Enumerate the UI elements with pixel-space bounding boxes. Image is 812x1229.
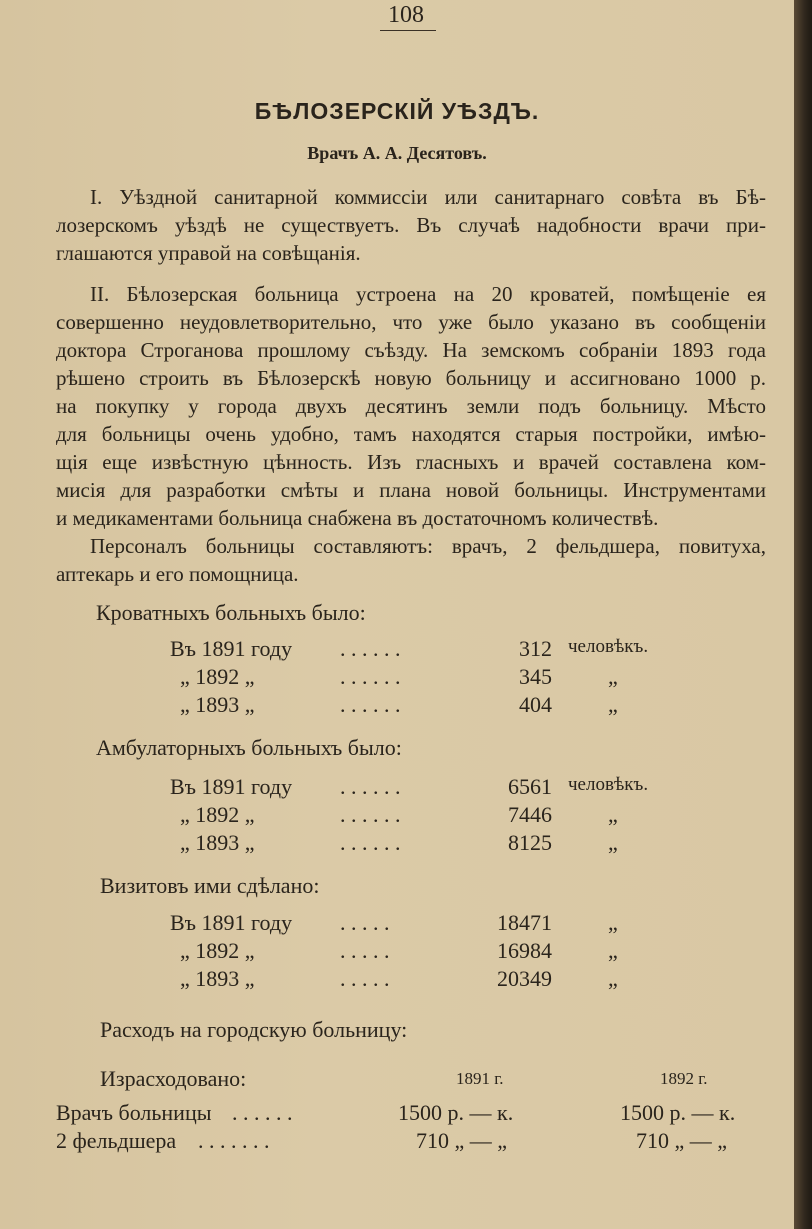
visits-heading: Визитовъ ими сдѣлано: — [100, 873, 320, 898]
out-row-3-label: „ 1893 „ — [180, 830, 255, 855]
expenses-col-1891: 1891 г. — [456, 1069, 504, 1088]
out-row-2-unit: „ — [608, 802, 618, 827]
out-row-1-label: Въ 1891 году — [170, 774, 293, 799]
visit-row-3-value: 20349 — [497, 966, 552, 991]
expense-row-1-1891: 1500 р. — к. — [398, 1100, 514, 1125]
visit-row-3-label: „ 1893 „ — [180, 966, 255, 991]
para1-line-1: I. Уѣздной санитарной коммиссіи или санитарнаго совѣта въ Бѣ- — [90, 185, 766, 209]
bed-row-1-dots: . . . . . . — [340, 636, 401, 661]
visit-row-2-value: 16984 — [497, 938, 552, 963]
expense-row-2-label: 2 фельдшера — [56, 1128, 177, 1153]
out-row-1-unit: человѣкъ. — [568, 774, 649, 795]
para2-line-3: доктора Строганова прошлому съѣзду. На земскомъ собраніи 1893 года — [56, 338, 766, 362]
visit-row-3-dots: . . . . . — [340, 966, 390, 991]
page-edge-shadow — [794, 0, 812, 1229]
para2-line-7: щія еще извѣстную цѣнность. Изъ гласныхъ и врачей составлена ком- — [56, 450, 766, 474]
bed-row-2-label: „ 1892 „ — [180, 664, 255, 689]
visit-row-1-unit: „ — [608, 910, 618, 935]
expenses-heading: Расходъ на городскую больницу: — [100, 1017, 408, 1042]
bed-row-2-unit: „ — [608, 664, 618, 689]
para3-line-2: аптекарь и его помощница. — [56, 562, 299, 586]
visit-row-1-dots: . . . . . — [340, 910, 390, 935]
expense-row-1-label: Врачъ больницы — [56, 1100, 212, 1125]
out-row-3-unit: „ — [608, 830, 618, 855]
visit-row-2-unit: „ — [608, 938, 618, 963]
page-number: 108 — [388, 2, 424, 28]
section-title: БѢЛОЗЕРСКІЙ УѢЗДЪ. — [254, 98, 540, 124]
out-row-1-value: 6561 — [508, 774, 552, 799]
visit-row-1-value: 18471 — [497, 910, 552, 935]
author-line: Врачъ А. А. Десятовъ. — [307, 143, 487, 163]
bed-row-1-unit: человѣкъ. — [568, 636, 649, 657]
out-row-3-value: 8125 — [508, 830, 552, 855]
expenses-spent-label: Израсходовано: — [100, 1066, 247, 1091]
para2-line-4: рѣшено строить въ Бѣлозерскѣ новую больницу и ассигновано 1000 р. — [56, 366, 766, 390]
bed-row-1-value: 312 — [519, 636, 552, 661]
out-row-2-value: 7446 — [508, 802, 552, 827]
visit-row-3-unit: „ — [608, 966, 618, 991]
bed-row-3-label: „ 1893 „ — [180, 692, 255, 717]
bed-row-3-value: 404 — [519, 692, 552, 717]
bed-row-2-value: 345 — [519, 664, 552, 689]
bed-row-2-dots: . . . . . . — [340, 664, 401, 689]
bed-patients-heading: Кроватныхъ больныхъ было: — [96, 600, 366, 625]
expense-row-2-1891: 710 „ — „ — [416, 1128, 508, 1153]
expense-row-2-dots: . . . . . . . — [198, 1128, 270, 1153]
visit-row-2-dots: . . . . . — [340, 938, 390, 963]
para2-line-6: для больницы очень удобно, тамъ находятся старыя постройки, имѣю- — [56, 422, 766, 446]
visit-row-1-label: Въ 1891 году — [170, 910, 293, 935]
bed-row-1-label: Въ 1891 году — [170, 636, 293, 661]
expense-row-2-1892: 710 „ — „ — [636, 1128, 728, 1153]
page-number-rule — [380, 30, 436, 31]
expenses-col-1892: 1892 г. — [660, 1069, 708, 1088]
out-row-1-dots: . . . . . . — [340, 774, 401, 799]
visit-row-2-label: „ 1892 „ — [180, 938, 255, 963]
para1-line-3: глашаются управой на совѣщанія. — [56, 241, 361, 265]
expense-row-1-dots: . . . . . . — [232, 1100, 293, 1125]
para2-line-5: на покупку у города двухъ десятинъ земли подъ больницу. Мѣсто — [56, 394, 766, 418]
para2-line-9: и медикаментами больница снабжена въ достаточномъ количествѣ. — [56, 506, 659, 530]
para2-line-2: совершенно неудовлетворительно, что уже было указано въ сообщеніи — [56, 310, 766, 334]
expense-row-1-1892: 1500 р. — к. — [620, 1100, 736, 1125]
para1-line-2: лозерскомъ уѣздѣ не существуетъ. Въ случаѣ надобности врачи при- — [56, 213, 766, 237]
outpatients-heading: Амбулаторныхъ больныхъ было: — [96, 735, 402, 760]
out-row-2-dots: . . . . . . — [340, 802, 401, 827]
para3-line-1: Персоналъ больницы составляютъ: врачъ, 2 фельдшера, повитуха, — [90, 534, 766, 558]
bed-row-3-unit: „ — [608, 692, 618, 717]
para2-line-1: II. Бѣлозерская больница устроена на 20 кроватей, помѣщеніе ея — [90, 282, 766, 306]
para2-line-8: мисія для разработки смѣты и плана новой больницы. Инструментами — [56, 478, 766, 502]
bed-row-3-dots: . . . . . . — [340, 692, 401, 717]
out-row-2-label: „ 1892 „ — [180, 802, 255, 827]
out-row-3-dots: . . . . . . — [340, 830, 401, 855]
